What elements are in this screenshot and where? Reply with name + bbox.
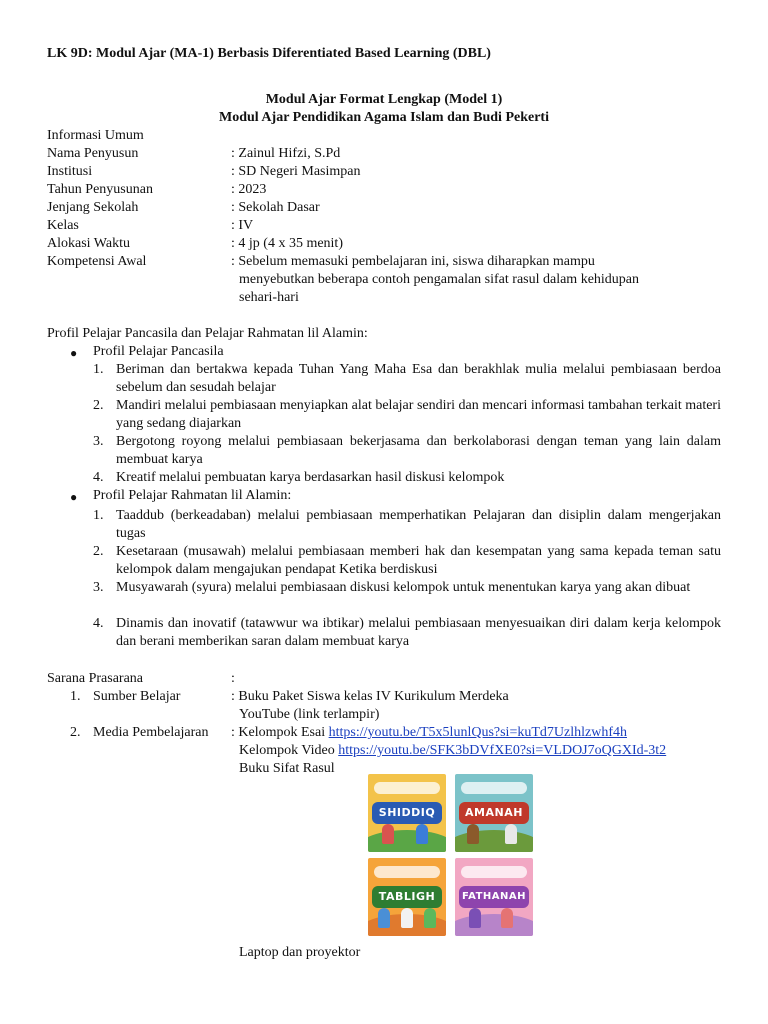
document-title: LK 9D: Modul Ajar (MA-1) Berbasis Diferentiated Based Learning (DBL): [47, 46, 491, 61]
pancasila-title: Profil Pelajar Pancasila: [93, 344, 224, 359]
item-number: 2.: [70, 725, 81, 740]
item-number: 4.: [93, 616, 104, 631]
item-number: 3.: [93, 434, 104, 449]
cover-figure: [469, 908, 481, 928]
buku-label: Buku Sifat Rasul: [239, 761, 335, 776]
item-text: Kesetaraan (musawah) melalui pembiasaan memberi hak dan kesempatan yang sama kepada teman satu kelompok dalam mengajukan pendapat Ketika berdiskusi: [116, 544, 721, 577]
bullet-icon: ●: [70, 490, 78, 504]
info-label: Nama Penyusun: [47, 146, 139, 161]
cover-hill: [455, 914, 533, 936]
kompetensi-line: : Sebelum memasuki pembelajaran ini, siswa diharapkan mampu: [231, 254, 595, 269]
info-label: Alokasi Waktu: [47, 236, 130, 251]
info-value: : Zainul Hifzi, S.Pd: [231, 146, 341, 161]
media-label: Media Pembelajaran: [93, 725, 209, 740]
item-number: 2.: [93, 544, 104, 559]
item-number: 1.: [70, 689, 81, 704]
info-label: Kompetensi Awal: [47, 254, 147, 269]
item-text: Taaddub (berkeadaban) melalui pembiasaan memperhatikan Pelajaran dan disiplin dalam mengerjakan tugas: [116, 508, 721, 541]
book-cover-fathanah: [455, 858, 533, 936]
cover-title: TABLIGH: [372, 886, 442, 908]
item-text: Musyawarah (syura) melalui pembiasaan diskusi kelompok untuk menentukan karya yang akan dibuat: [116, 580, 691, 595]
info-value: : SD Negeri Masimpan: [231, 164, 361, 179]
esai-row: [231, 724, 627, 742]
info-value: : IV: [231, 218, 254, 233]
info-label: Kelas: [47, 218, 79, 233]
profil-section-title: Profil Pelajar Pancasila dan Pelajar Rahmatan lil Alamin:: [47, 326, 368, 341]
cover-figure: [424, 908, 436, 928]
cover-title: AMANAH: [459, 802, 529, 824]
cover-figure: [467, 824, 479, 844]
video-link[interactable]: https://youtu.be/SFK3bDVfXE0?si=VLDOJ7oQGXId-3t2: [338, 743, 667, 758]
info-label: Institusi: [47, 164, 93, 179]
cover-figure: [378, 908, 390, 928]
item-number: 2.: [93, 398, 104, 413]
item-text: Dinamis dan inovatif (tatawwur wa ibtikar) melalui pembiasaan menyesuaikan diri dalam kerja kelompok dan berani memberikan saran dalam membuat karya: [116, 616, 721, 649]
item-number: 1.: [93, 508, 104, 523]
cover-banner: [374, 782, 440, 794]
laptop-label: Laptop dan proyektor: [239, 945, 361, 960]
kompetensi-line: sehari-hari: [239, 290, 299, 305]
item-text: Mandiri melalui pembiasaan menyiapkan alat belajar sendiri dan mencari informasi tambahan terkait materi yang sedang diajarkan: [116, 398, 721, 431]
esai-link[interactable]: https://youtu.be/T5x5lunlQus?si=kuTd7Uzlhlzwhf4h: [328, 725, 627, 740]
info-label: Tahun Penyusunan: [47, 182, 153, 197]
cover-figure: [416, 824, 428, 844]
cover-banner: [461, 866, 527, 878]
bullet-icon: ●: [70, 346, 78, 360]
item-number: 3.: [93, 580, 104, 595]
sarana-title: Sarana Prasarana: [47, 671, 144, 686]
info-value: : 2023: [231, 182, 267, 197]
cover-title: SHIDDIQ: [372, 802, 442, 824]
cover-figure: [382, 824, 394, 844]
info-value: : Sekolah Dasar: [231, 200, 320, 215]
book-cover-tabligh: [368, 858, 446, 936]
cover-figure: [505, 824, 517, 844]
item-text: Bergotong royong melalui pembiasaan bekerjasama dan berkolaborasi dengan teman yang lain dalam membuat karya: [116, 434, 721, 467]
book-cover-shiddiq: [368, 774, 446, 852]
rahmatan-title: Profil Pelajar Rahmatan lil Alamin:: [93, 488, 292, 503]
sarana-colon: :: [231, 671, 235, 686]
item-text: Beriman dan bertakwa kepada Tuhan Yang Maha Esa dan berakhlak mulia melalui pembiasaan berdoa sebelum dan sesudah belajar: [116, 362, 721, 395]
video-prefix: Kelompok Video: [239, 743, 339, 758]
cover-banner: [461, 782, 527, 794]
cover-title: FATHANAH: [459, 886, 529, 908]
sumber-label: Sumber Belajar: [93, 689, 181, 704]
esai-prefix: : Kelompok Esai: [231, 725, 329, 740]
book-cover-amanah: [455, 774, 533, 852]
sumber-line: : Buku Paket Siswa kelas IV Kurikulum Merdeka: [231, 689, 509, 704]
kompetensi-line: menyebutkan beberapa contoh pengamalan sifat rasul dalam kehidupan: [239, 272, 640, 287]
info-section-title: Informasi Umum: [47, 128, 144, 143]
item-number: 1.: [93, 362, 104, 377]
sumber-line: YouTube (link terlampir): [239, 707, 380, 722]
cover-figure: [501, 908, 513, 928]
cover-hill: [368, 830, 446, 852]
item-number: 4.: [93, 470, 104, 485]
video-row: [239, 742, 666, 760]
heading-model: Modul Ajar Format Lengkap (Model 1): [265, 92, 503, 107]
cover-banner: [374, 866, 440, 878]
info-value: : 4 jp (4 x 35 menit): [231, 236, 343, 251]
cover-figure: [401, 908, 413, 928]
info-label: Jenjang Sekolah: [47, 200, 139, 215]
item-text: Kreatif melalui pembuatan karya berdasarkan hasil diskusi kelompok: [116, 470, 505, 485]
heading-subject: Modul Ajar Pendidikan Agama Islam dan Budi Pekerti: [219, 110, 549, 125]
